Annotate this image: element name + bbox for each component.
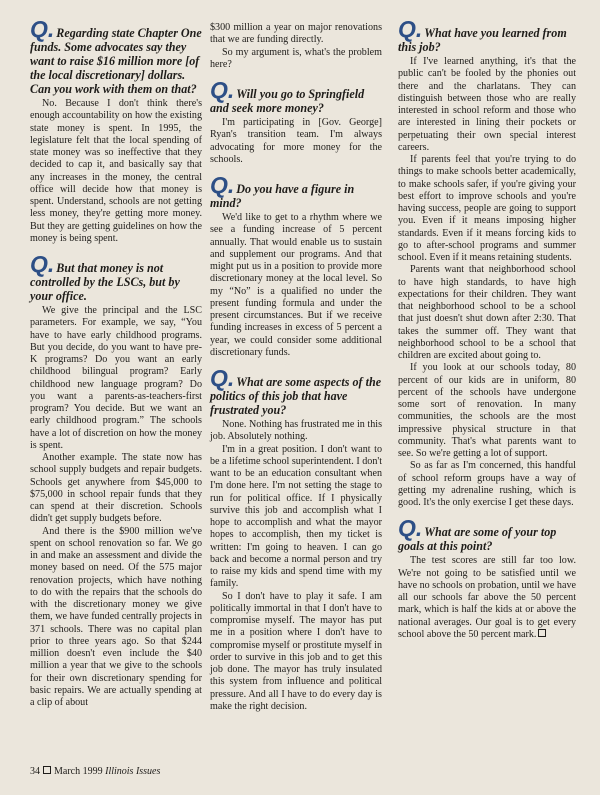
page-footer — [30, 766, 160, 778]
issue-date: March 1999 — [54, 766, 103, 777]
answer-text: So as far as I'm concerned, this handful of school reform groups have a way of getting my adrenaline rushing, which is good. It's the only exercise I get these days. — [398, 460, 576, 508]
q-marker: Q. — [210, 365, 235, 391]
question — [210, 365, 382, 417]
answer-paragraph — [30, 98, 202, 245]
qa-block — [210, 365, 382, 713]
answer-text: I'm participating in [Gov. George] Ryan's transition team. I'm always advocating for more money for the schools. — [210, 117, 382, 165]
publication-name: Illinois Issues — [105, 766, 161, 777]
answer-paragraph — [398, 56, 576, 154]
question-text: Do you have a figure in mind? — [210, 182, 355, 210]
box-bullet-icon — [43, 766, 51, 774]
answer-text: None. Nothing has frustrated me in this job. Absolutely nothing. — [210, 419, 382, 443]
answer-text: $300 million a year on major renovations that we are funding directly. — [210, 22, 382, 46]
end-of-article-icon — [538, 629, 546, 637]
qa-block — [30, 251, 202, 709]
question — [30, 251, 202, 303]
answer-paragraph — [398, 154, 576, 264]
column-1 — [30, 16, 202, 709]
column-2 — [210, 22, 382, 713]
question-text: What are some of your top goals at this point? — [398, 525, 557, 554]
answer-paragraph — [210, 419, 382, 444]
answer-paragraph — [398, 555, 576, 641]
q-marker: Q. — [30, 251, 55, 277]
answer-paragraph — [30, 526, 202, 710]
answer-paragraph — [210, 591, 382, 714]
answer-paragraph — [398, 460, 576, 509]
page-number: 34 — [30, 766, 40, 777]
answer-text: If parents feel that you're trying to do things to make schools better academically, to make schools safer, if you're giving your best effort to improve schools and you're having success, people are going to support you. Even if it means imposing higher standards. Even if it means forcing kids to go to after-school programs and summer school. Even if it means retaining students. — [398, 154, 576, 263]
answer-paragraph — [30, 452, 202, 526]
answer-paragraph — [210, 47, 382, 72]
answer-paragraph — [398, 264, 576, 362]
q-marker: Q. — [398, 16, 423, 42]
qa-block — [398, 515, 576, 641]
answer-paragraph — [210, 22, 382, 47]
answer-text: And there is the $900 million we've spent on school renovation so far. We go in and make an assessment and divide the money based on need. Of the 575 major renovation projects, which have nothing to do with the repairs that the schools do with the discretionary money we give them, we have funded centrally projects in 371 schools. There was no capital plan prior to three years ago. So that $244 million doesn't even include the $40 million a year that we give to the schools for their own discretionary spending for basic repairs. We are actually spending at a clip of about — [30, 525, 202, 708]
q-marker: Q. — [210, 77, 235, 103]
qa-block — [210, 22, 382, 71]
question — [398, 16, 576, 54]
answer-paragraph — [398, 362, 576, 460]
answer-text: If I've learned anything, it's that the public can't be fooled by the phonies out there and the charlatans. They can distinguish between those who are really interested in school reform and those who are interested in lining their pockets or perpetuating their own special interest careers. — [398, 56, 576, 153]
question — [30, 16, 202, 96]
answer-text: We give the principal and the LSC parameters. For example, we say, “You have to have early childhood programs. But you decide, do you want to have pre-K programs? Do you want an early childhood bilingual program? Early childhood new language program? Do you want a parents-as-teachers-first program? You decide. But we want an early childhood program.” The schools have a lot of discretion on how the money is spent. — [30, 305, 202, 451]
answer-text: We'd like to get to a rhythm where we see a funding increase of 5 percent annually. That would enable us to sustain and supplement our programs. And that might put us in a position to provide more discretionary money at the local level. So my “No” is a qualified no under the present funding formula and under the present circumstances. But if we receive funding increases in excess of 5 percent a year, we could consider some additional discretionary funds. — [210, 212, 382, 358]
question — [210, 172, 382, 210]
qa-block — [398, 16, 576, 509]
qa-block — [210, 172, 382, 359]
answer-paragraph — [210, 212, 382, 359]
answer-text: Parents want that neighborhood school to have high standards, to have high expectations for their children. They want that neighborhood school to be a school that just doesn't shut down after 2:30. That takes the summer off. They want that neighborhood school to be a school that children are excited about going to. — [398, 264, 576, 361]
answer-text: Another example. The state now has school supply budgets and repair budgets. Schools get anywhere from $45,000 to $75,000 in school repair funds that they can spend at their discretion. Schools didn't get supply budgets before. — [30, 452, 202, 525]
answer-text: The test scores are still far too low. We're not going to be satisfied until we have no schools on probation, until we have all our schools far above the 50 percent mark, which is half the kids at or above the national averages. Our goal is to get every school above the 50 percent mark. — [398, 555, 576, 640]
answer-paragraph — [210, 117, 382, 166]
answer-text: So my argument is, what's the problem here? — [210, 46, 382, 70]
answer-text: I'm in a great position. I don't want to be a lifetime school superintendent. I don't want to be an education consultant when I'm done here. I'm not setting the stage to run for political office. If I physically survive this job and accomplish what I hope to accomplish and what the mayor hopes to accomplish, then my ticket is written: I'm going to heaven. I can go back and become a normal person and try to raise my kids and spend time with my family. — [210, 443, 382, 590]
answer-paragraph — [210, 444, 382, 591]
q-marker: Q. — [30, 16, 55, 42]
column-3 — [398, 16, 576, 641]
question-text: What have you learned from this job? — [398, 26, 567, 54]
qa-block — [30, 16, 202, 245]
question-text: But that money is not controlled by the LSCs, but by your office. — [30, 261, 180, 303]
answer-text: So I don't have to play it safe. I am politically immortal in that I don't have to compromise myself. The mayor has put me in a position where I don't have to compromise myself or prostitute myself in order to survive in this job and to get this job done. The mayor has truly insulated this system from influence and political pressure. And all I have to do every day is make the right decision. — [210, 590, 382, 712]
question — [210, 77, 382, 115]
answer-paragraph — [30, 305, 202, 452]
question-text: What are some aspects of the politics of this job that have frustrated you? — [210, 375, 382, 417]
answer-text: No. Because I don't think there's enough accountability on how the existing state money is spent. In 1995, the legislature felt that the local spending of state money was so ineffective that they decided to cap it, and basically say that any increases in the money, the central office will decide how that money is spent. Understand, schools are not getting less money, they're getting more money. But they are getting guidelines on how the money is being spent. — [30, 98, 202, 244]
question-text: Regarding state Chapter One funds. Some advocates say they want to raise $16 million more [of the local discretionary] dollars. Can you work with them on that? — [30, 26, 202, 96]
q-marker: Q. — [210, 172, 235, 198]
q-marker: Q. — [398, 515, 423, 542]
qa-block — [210, 77, 382, 166]
question-text: Will you go to Springfield and seek more money? — [210, 87, 365, 115]
question — [398, 515, 576, 554]
answer-text: If you look at our schools today, 80 percent of our kids are in uniform, 80 percent of the schools have undergone some sort of renovation. In many communities, the schools are the most impressive physical structure in that community. That's what parents want to see. So we're getting a lot of support. — [398, 362, 576, 459]
